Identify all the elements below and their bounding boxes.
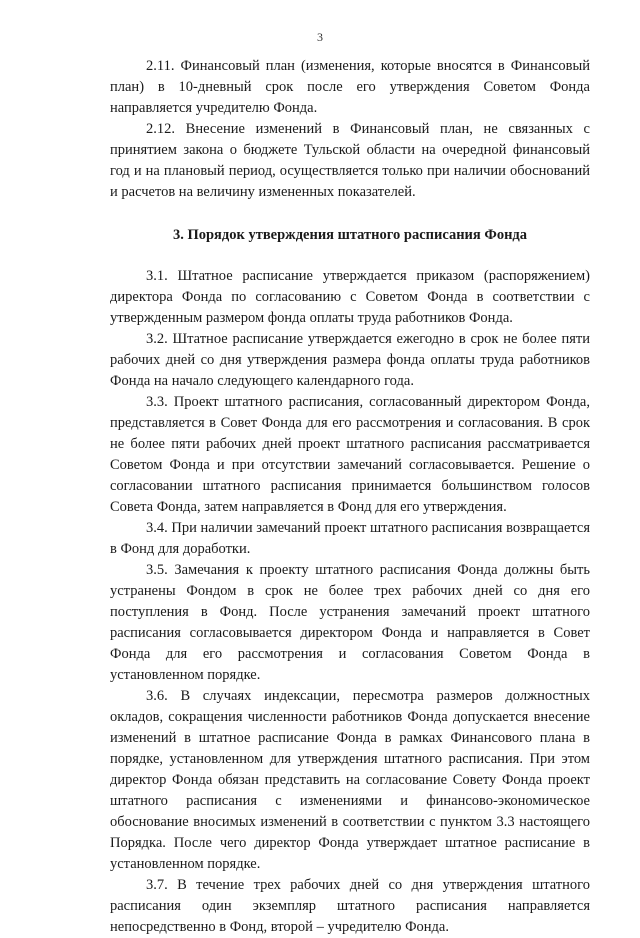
section-3-paragraphs: [110, 266, 590, 938]
page-number: 3: [317, 30, 323, 44]
section-heading: 3. Порядок утверждения штатного расписания Фонда: [172, 227, 528, 243]
paragraph-3-7: 3.7. В течение трех рабочих дней со дня утверждения штатного расписания один экземпляр штатного расписания направляется непосредственно в Фонд, второй – учредителю Фонда.: [110, 877, 590, 935]
paragraph-3-1: 3.1. Штатное расписание утверждается приказом (распоряжением) директора Фонда по согласованию с Советом Фонда в соответствии с утвержденным размером фонда оплаты труда работников Фонда.: [110, 268, 590, 326]
paragraph-3-6: 3.6. В случаях индексации, пересмотра размеров должностных окладов, сокращения численности работников Фонда допускается внесение изменений в штатное расписание Фонда в рамках Финансового плана в порядке, установленном для утверждения штатного расписания. При этом директор Фонда обязан представить на согласование Совету Фонда проект штатного расписания с изменениями и финансово-экономическое обоснование вносимых изменений в соответствии с пунктом 3.3 настоящего Порядка. После чего директор Фонда утверждает штатное расписание в установленном порядке.: [110, 688, 590, 872]
paragraph-2-12: 2.12. Внесение изменений в Финансовый план, не связанных с принятием закона о бюджете Тульской области на очередной финансовый год и на плановый период, осуществляется только при наличии обоснований и расчетов на величину измененных показателей.: [110, 121, 590, 200]
paragraph-3-3: 3.3. Проект штатного расписания, согласованный директором Фонда, представляется в Совет Фонда для его рассмотрения и согласования. В срок не более пяти рабочих дней проект штатного расписания рассматривается Советом Фонда и при отсутствии замечаний согласовывается. Решение о согласовании штатного расписания принимается большинством голосов Совета Фонда, затем направляется в Фонд для его утверждения.: [110, 394, 590, 515]
paragraph-3-2: 3.2. Штатное расписание утверждается ежегодно в срок не более пяти рабочих дней со дня утверждения размера фонда оплаты труда работников Фонда на начало следующего календарного года.: [110, 331, 590, 389]
paragraph-3-4: 3.4. При наличии замечаний проект штатного расписания возвращается в Фонд для доработки.: [110, 520, 590, 557]
document-body: [110, 56, 590, 938]
paragraph-2-11: 2.11. Финансовый план (изменения, которые вносятся в Финансовый план) в 10-дневный срок после его утверждения Советом Фонда направляется учредителю Фонда.: [110, 58, 590, 116]
paragraph-3-5: 3.5. Замечания к проекту штатного расписания Фонда должны быть устранены Фондом в срок не более трех рабочих дней со дня его поступления в Фонд. После устранения замечаний проект штатного расписания согласовывается директором Фонда и направляется в Совет Фонда для его рассмотрения и согласования Советом Фонда в установленном порядке.: [110, 562, 590, 683]
